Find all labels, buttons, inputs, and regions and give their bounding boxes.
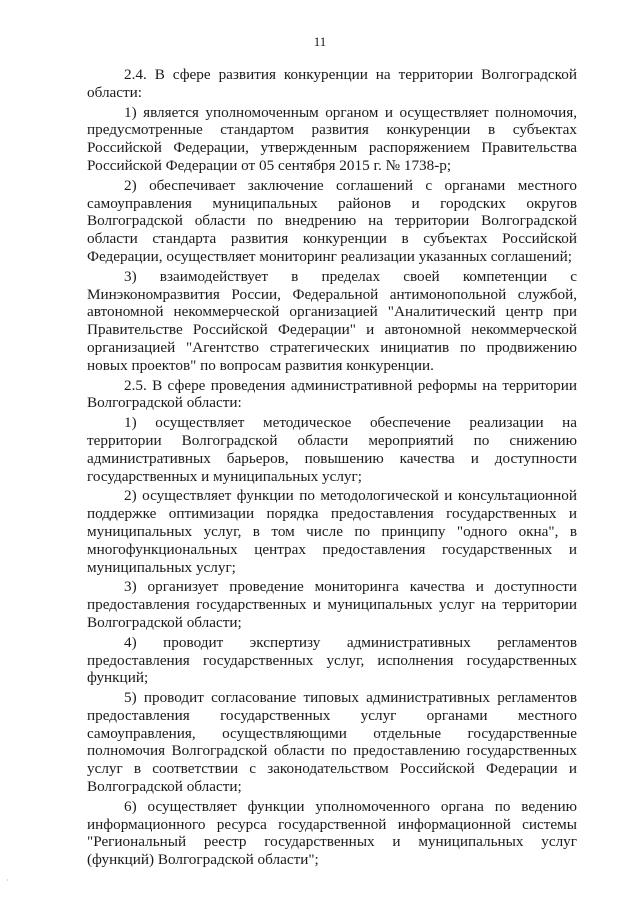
document-body bbox=[87, 66, 577, 871]
list-item-2-4-1: 1) является уполномоченным органом и осуществляет полномочия, предусмотренные стандартом развития конкуренции в субъектах Российской Федерации, утвержденным распоряжением Правительства Российской Федерации от 05 сентября 2015 г. № 1738-р; bbox=[87, 103, 577, 174]
section-heading-2-5: 2.5. В сфере проведения административной реформы на территории Волгоградской области: bbox=[87, 376, 577, 412]
section-heading-2-4: 2.4. В сфере развития конкуренции на территории Волгоградской области: bbox=[87, 66, 577, 101]
list-item-2-5-3: 3) организует проведение мониторинга качества и доступности предоставления государственных и муниципальных услуг на территории Волгоградской области; bbox=[87, 578, 577, 631]
list-item-2-5-5: 5) проводит согласование типовых административных регламентов предоставления государственных услуг органами местного самоуправления, осуществляющими отдельные государственные полномочия Волгоградской области по предоставлению государственных услуг в соответствии с законодательством Российской Федерации и Волгоградской области; bbox=[87, 689, 577, 796]
list-item-2-4-2: 2) обеспечивает заключение соглашений с органами местного самоуправления муниципальных районов и городских округов Волгоградской области по внедрению на территории Волгоградской области стандарта развития конкуренции в субъектах Российской Федерации, осуществляет мониторинг реализации указанных соглашений; bbox=[87, 176, 577, 265]
scan-artifact-dot: · bbox=[6, 876, 9, 885]
page-number: 11 bbox=[313, 34, 327, 49]
list-item-2-5-2: 2) осуществляет функции по методологической и консультационной поддержке оптимизации порядка предоставления государственных и муниципальных услуг, в том числе по принципу "одного окна", в многофункциональных центрах предоставления государственных и муниципальных услуг; bbox=[87, 487, 577, 576]
list-item-2-5-6: 6) осуществляет функции уполномоченного органа по ведению информационного ресурса государственной информационной системы "Региональный реестр государственных и муниципальных услуг (функций) Волгоградской области"; bbox=[87, 797, 577, 869]
list-item-2-5-4: 4) проводит экспертизу административных регламентов предоставления государственных услуг, исполнения государственных функций; bbox=[87, 633, 577, 687]
list-item-2-5-1: 1) осуществляет методическое обеспечение реализации на территории Волгоградской области мероприятий по снижению административных барьеров, повышению качества и доступности государственных и муниципальных услуг; bbox=[87, 414, 577, 485]
list-item-2-4-3: 3) взаимодействует в пределах своей компетенции с Минэкономразвития России, Федеральной антимонопольной службой, автономной некоммерческой организацией "Аналитический центр при Правительстве Российской Федерации" и автономной некоммерческой организацией "Агентство стратегических инициатив по продвижению новых проектов" по вопросам развития конкуренции. bbox=[87, 267, 577, 374]
